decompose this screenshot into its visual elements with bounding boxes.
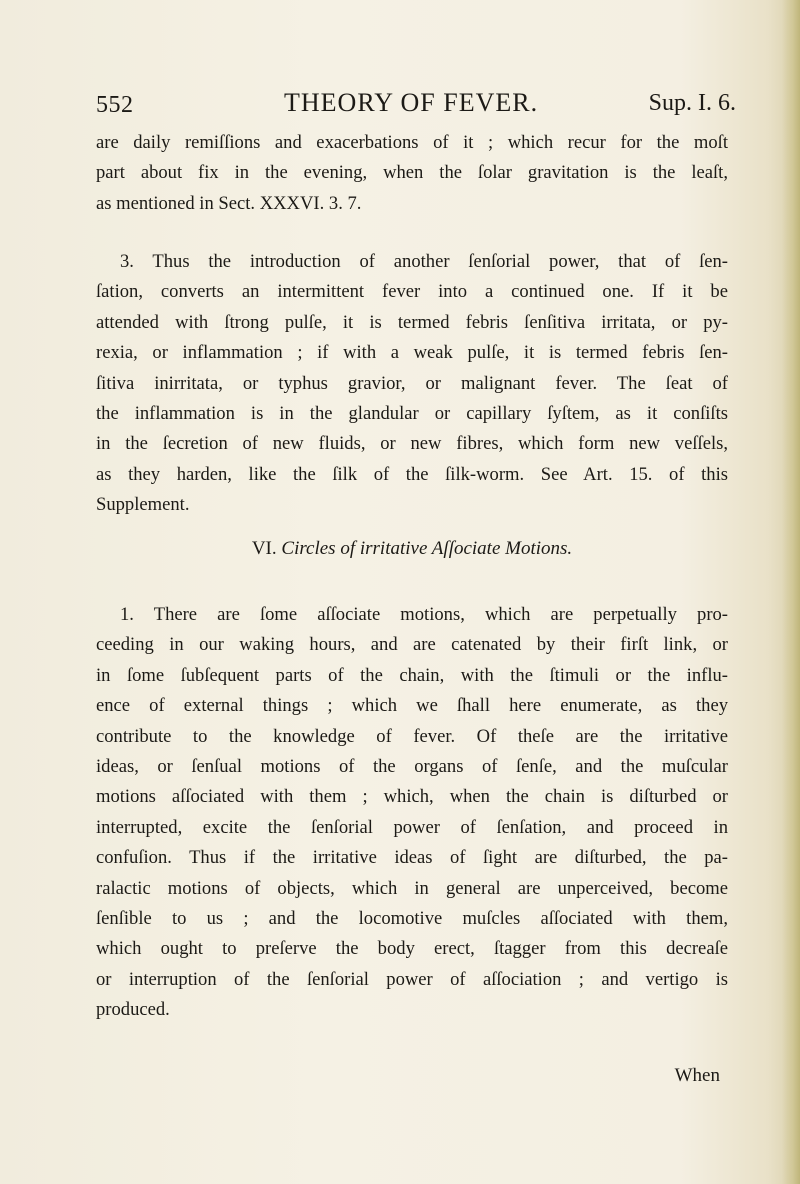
- text-line: ſation, converts an intermittent fever into a continued one. If it be: [96, 281, 728, 303]
- paragraph-3: [96, 600, 728, 1026]
- text-line: are daily remiſſions and exacerbations of it ; which recur for the moſt: [96, 132, 728, 153]
- running-title: THEORY OF FEVER.: [284, 88, 539, 117]
- text-line: as mentioned in Sect. XXXVI. 3. 7.: [96, 192, 362, 214]
- text-line: ſitiva inirritata, or typhus gravior, or malignant fever. The ſeat of: [96, 372, 728, 394]
- text-line: motions aſſociated with them ; which, when the chain is diſturbed or: [96, 786, 728, 808]
- section-reference: Sup. I. 6.: [648, 90, 736, 116]
- text-line: contribute to the knowledge of fever. Of theſe are the irritative: [96, 725, 728, 747]
- text-line: ideas, or ſenſual motions of the organs of ſenſe, and the muſcular: [96, 756, 728, 778]
- text-line: attended with ſtrong pulſe, it is termed febris ſenſitiva irritata, or py-: [96, 311, 728, 333]
- section-heading-title: Circles of irritative Aſſociate Motions.: [281, 538, 573, 559]
- text-line: ſenſible to us ; and the locomotive muſcles aſſociated with them,: [96, 908, 728, 930]
- text-line: in the ſecretion of new fluids, or new fibres, which form new veſſels,: [96, 433, 728, 455]
- text-line: as they harden, like the ſilk of the ſilk-worm. See Art. 15. of this: [96, 463, 728, 485]
- paragraph-1: [96, 128, 728, 219]
- text-line: in ſome ſubſequent parts of the chain, with the ſtimuli or the influ-: [96, 664, 728, 686]
- text-line: rexia, or inflammation ; if with a weak pulſe, it is termed febris ſen-: [96, 342, 728, 364]
- text-line: ceeding in our waking hours, and are catenated by their firſt link, or: [96, 634, 728, 656]
- text-line: part about fix in the evening, when the ſolar gravitation is the leaſt,: [96, 162, 728, 184]
- text-line: 1. There are ſome aſſociate motions, which are perpetually pro-: [120, 604, 728, 625]
- text-line: Supplement.: [96, 494, 190, 516]
- catchword: When: [674, 1065, 720, 1086]
- running-head: [96, 88, 736, 118]
- text-line: produced.: [96, 999, 170, 1021]
- page-number: 552: [96, 92, 134, 118]
- text-line: confuſion. Thus if the irritative ideas of ſight are diſturbed, the pa-: [96, 847, 728, 869]
- text-line: 3. Thus the introduction of another ſenſorial power, that of ſen-: [120, 251, 728, 272]
- paragraph-2: [96, 247, 728, 521]
- text-line: ralactic motions of objects, which in general are unperceived, become: [96, 877, 728, 899]
- text-line: interrupted, excite the ſenſorial power of ſenſation, and proceed in: [96, 816, 728, 838]
- page-edge-shadow: [782, 0, 800, 1184]
- text-line: the inflammation is in the glandular or capillary ſyſtem, as it conſiſts: [96, 403, 728, 425]
- text-line: ence of external things ; which we ſhall here enumerate, as they: [96, 695, 728, 717]
- text-line: or interruption of the ſenſorial power of aſſociation ; and vertigo is: [96, 968, 728, 990]
- section-heading-number: VI.: [251, 538, 277, 559]
- text-line: which ought to preſerve the body erect, ſtagger from this decreaſe: [96, 938, 728, 960]
- section-heading: [96, 538, 728, 560]
